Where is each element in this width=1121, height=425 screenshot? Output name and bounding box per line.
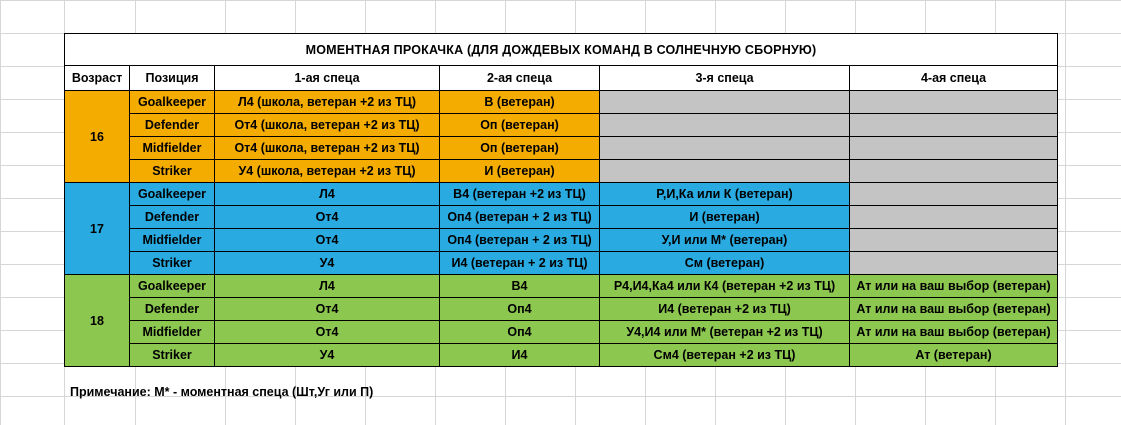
spec-cell-3: См4 (ветеран +2 из ТЦ) bbox=[600, 344, 850, 367]
spec-cell-3: См (ветеран) bbox=[600, 252, 850, 275]
spec-cell-2: И4 (ветеран + 2 из ТЦ) bbox=[440, 252, 600, 275]
spec-cell-3: И4 (ветеран +2 из ТЦ) bbox=[600, 298, 850, 321]
spec-cell-3 bbox=[600, 137, 850, 160]
table-row bbox=[65, 344, 1058, 367]
specialization-table bbox=[64, 33, 1058, 367]
spec-cell-4 bbox=[850, 114, 1058, 137]
table-row bbox=[65, 321, 1058, 344]
spec-cell-1: От4 bbox=[215, 321, 440, 344]
spec-cell-2: В (ветеран) bbox=[440, 91, 600, 114]
spec-cell-1: От4 (школа, ветеран +2 из ТЦ) bbox=[215, 137, 440, 160]
column-header-2: 1-ая спеца bbox=[215, 66, 440, 91]
spec-cell-3: Р,И,Ка или К (ветеран) bbox=[600, 183, 850, 206]
table-row bbox=[65, 206, 1058, 229]
spec-cell-1: У4 bbox=[215, 252, 440, 275]
spec-cell-4: Ат или на ваш выбор (ветеран) bbox=[850, 275, 1058, 298]
spec-cell-1: От4 bbox=[215, 206, 440, 229]
spec-cell-4 bbox=[850, 183, 1058, 206]
spec-cell-2: Оп (ветеран) bbox=[440, 137, 600, 160]
grid-column-line bbox=[0, 0, 1, 425]
table-row bbox=[65, 183, 1058, 206]
position-cell: Goalkeeper bbox=[130, 275, 215, 298]
spec-cell-4 bbox=[850, 137, 1058, 160]
spec-cell-3: И (ветеран) bbox=[600, 206, 850, 229]
position-cell: Goalkeeper bbox=[130, 91, 215, 114]
position-cell: Midfielder bbox=[130, 229, 215, 252]
spec-cell-2: В4 (ветеран +2 из ТЦ) bbox=[440, 183, 600, 206]
spec-cell-4: Ат или на ваш выбор (ветеран) bbox=[850, 298, 1058, 321]
grid-row-line bbox=[0, 0, 1121, 1]
position-cell: Midfielder bbox=[130, 137, 215, 160]
spec-cell-1: Л4 bbox=[215, 275, 440, 298]
position-cell: Defender bbox=[130, 114, 215, 137]
spec-cell-3 bbox=[600, 114, 850, 137]
column-header-0: Возраст bbox=[65, 66, 130, 91]
table-title-row bbox=[65, 34, 1058, 66]
table-row bbox=[65, 160, 1058, 183]
specialization-table-wrapper bbox=[64, 33, 1057, 367]
spec-cell-1: От4 bbox=[215, 229, 440, 252]
spec-cell-2: В4 bbox=[440, 275, 600, 298]
table-row bbox=[65, 275, 1058, 298]
spec-cell-3: У4,И4 или М* (ветеран +2 из ТЦ) bbox=[600, 321, 850, 344]
table-row bbox=[65, 252, 1058, 275]
table-row bbox=[65, 137, 1058, 160]
spec-cell-3 bbox=[600, 160, 850, 183]
age-cell-16: 16 bbox=[65, 91, 130, 183]
spec-cell-2: Оп4 bbox=[440, 298, 600, 321]
position-cell: Defender bbox=[130, 298, 215, 321]
column-header-5: 4-ая спеца bbox=[850, 66, 1058, 91]
column-header-4: 3-я спеца bbox=[600, 66, 850, 91]
spec-cell-2: Оп (ветеран) bbox=[440, 114, 600, 137]
column-header-3: 2-ая спеца bbox=[440, 66, 600, 91]
spec-cell-4 bbox=[850, 229, 1058, 252]
table-header-row bbox=[65, 66, 1058, 91]
table-row bbox=[65, 229, 1058, 252]
spec-cell-3: У,И или М* (ветеран) bbox=[600, 229, 850, 252]
position-cell: Goalkeeper bbox=[130, 183, 215, 206]
spec-cell-1: От4 bbox=[215, 298, 440, 321]
table-row bbox=[65, 298, 1058, 321]
position-cell: Striker bbox=[130, 344, 215, 367]
spec-cell-2: Оп4 bbox=[440, 321, 600, 344]
column-header-1: Позиция bbox=[130, 66, 215, 91]
spec-cell-4 bbox=[850, 160, 1058, 183]
position-cell: Defender bbox=[130, 206, 215, 229]
position-cell: Striker bbox=[130, 252, 215, 275]
table-row bbox=[65, 114, 1058, 137]
spec-cell-1: От4 (школа, ветеран +2 из ТЦ) bbox=[215, 114, 440, 137]
spec-cell-2: И (ветеран) bbox=[440, 160, 600, 183]
table-title: МОМЕНТНАЯ ПРОКАЧКА (ДЛЯ ДОЖДЕВЫХ КОМАНД В СОЛНЕЧНУЮ СБОРНУЮ) bbox=[65, 34, 1058, 66]
spec-cell-2: И4 bbox=[440, 344, 600, 367]
age-cell-17: 17 bbox=[65, 183, 130, 275]
spec-cell-2: Оп4 (ветеран + 2 из ТЦ) bbox=[440, 229, 600, 252]
spec-cell-4 bbox=[850, 91, 1058, 114]
spec-cell-4: Ат или на ваш выбор (ветеран) bbox=[850, 321, 1058, 344]
spec-cell-2: Оп4 (ветеран + 2 из ТЦ) bbox=[440, 206, 600, 229]
age-cell-18: 18 bbox=[65, 275, 130, 367]
spec-cell-3 bbox=[600, 91, 850, 114]
position-cell: Midfielder bbox=[130, 321, 215, 344]
spec-cell-1: Л4 (школа, ветеран +2 из ТЦ) bbox=[215, 91, 440, 114]
spec-cell-3: Р4,И4,Ка4 или К4 (ветеран +2 из ТЦ) bbox=[600, 275, 850, 298]
spec-cell-1: У4 bbox=[215, 344, 440, 367]
spec-cell-4 bbox=[850, 252, 1058, 275]
spec-cell-1: У4 (школа, ветеран +2 из ТЦ) bbox=[215, 160, 440, 183]
table-row bbox=[65, 91, 1058, 114]
position-cell: Striker bbox=[130, 160, 215, 183]
spec-cell-4 bbox=[850, 206, 1058, 229]
grid-column-line bbox=[1065, 0, 1066, 425]
spec-cell-1: Л4 bbox=[215, 183, 440, 206]
table-note: Примечание: М* - моментная спеца (Шт,Уг или П) bbox=[70, 385, 374, 399]
spec-cell-4: Ат (ветеран) bbox=[850, 344, 1058, 367]
